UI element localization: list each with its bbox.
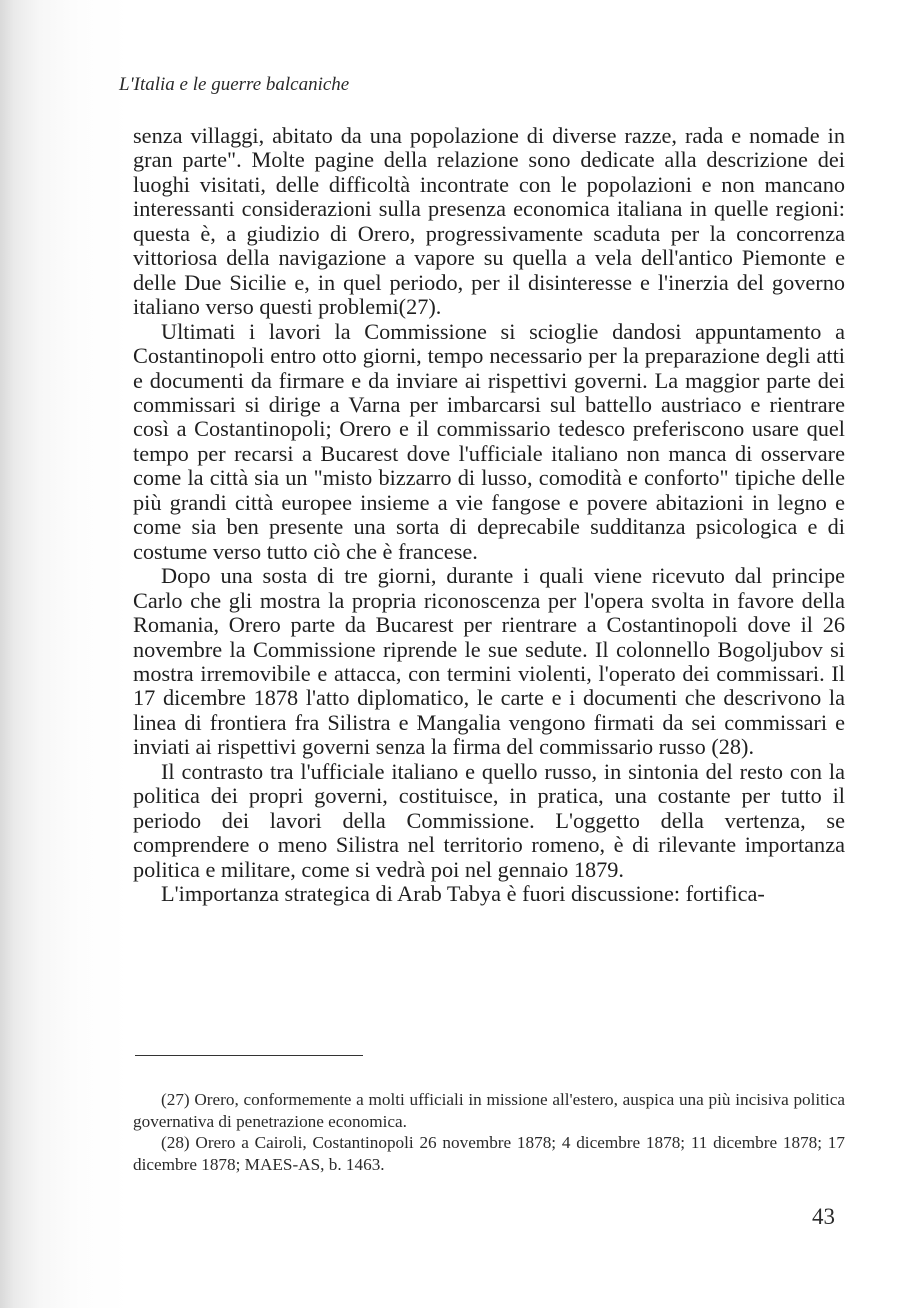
footnote-27: (27) Orero, conformemente a molti ufficiali in missione all'estero, auspica una più incisiva politica governativa di penetrazione economica. [133,1090,845,1131]
footnote-28: (28) Orero a Cairoli, Costantinopoli 26 novembre 1878; 4 dicembre 1878; 11 dicembre 1878; 17 dicembre 1878; MAES-AS, b. 1463. [133,1133,845,1174]
footnote-separator [135,1055,363,1056]
paragraph: L'importanza strategica di Arab Tabya è fuori discussione: fortifica- [161,881,765,907]
page-number: 43 [812,1204,835,1229]
paragraph-continuation: senza villaggi, abitato da una popolazione di diverse razze, rada e nomade in gran parte". Molte pagine della relazione sono dedicate alla descrizione dei luoghi visitati, delle difficoltà incontrate con le popolazioni e non mancano interessanti considerazioni sulla presenza economica italiana in quelle regioni: questa è, a giudizio di Orero, progressivamente scaduta per la concorrenza vittoriosa della navigazione a vapore su quella a vela dell'antico Piemonte e delle Due Sicilie e, in quel periodo, per il disinteresse e l'inerzia del governo italiano verso questi problemi(27). [133,123,845,320]
body-text [133,124,845,907]
paragraph: Il contrasto tra l'ufficiale italiano e quello russo, in sintonia del resto con la politica dei propri governi, costituisce, in pratica, una costante per tutto il periodo dei lavori della Commissione. L'oggetto della vertenza, se comprendere o meno Silistra nel territorio romeno, è di rilevante importanza politica e militare, come si vedrà poi nel gennaio 1879. [133,758,845,882]
paragraph: Dopo una sosta di tre giorni, durante i quali viene ricevuto dal principe Carlo che gli mostra la propria riconoscenza per l'opera svolta in favore della Romania, Orero parte da Bucarest per rientrare a Costantinopoli dove il 26 novembre la Commissione riprende le sue sedute. Il colonnello Bogoljubov si mostra irremovibile e attacca, con termini violenti, l'operato dei commissari. Il 17 dicembre 1878 l'atto diplomatico, le carte e i documenti che descrivono la linea di frontiera fra Silistra e Mangalia vengono firmati da sei commissari e inviati ai rispettivi governi senza la firma del commissario russo (28). [133,563,845,760]
paragraph: Ultimati i lavori la Commissione si scioglie dandosi appuntamento a Costantinopoli entro otto giorni, tempo necessario per la preparazione degli atti e documenti da firmare e da inviare ai rispettivi governi. La maggior parte dei commissari si dirige a Varna per imbarcarsi sul battello austriaco e rientrare così a Costantinopoli; Orero e il commissario tedesco preferiscono usare quel tempo per recarsi a Bucarest dove l'ufficiale italiano non manca di osservare come la città sia un "misto bizzarro di lusso, comodità e conforto" tipiche delle più grandi città europee insieme a vie fangose e povere abitazioni in legno e come sia ben presente una sorta di deprecabile sudditanza psicologica e di costume verso tutto ciò che è francese. [133,318,845,564]
footnotes [133,1089,845,1175]
running-head: L'Italia e le guerre balcaniche [119,74,350,95]
